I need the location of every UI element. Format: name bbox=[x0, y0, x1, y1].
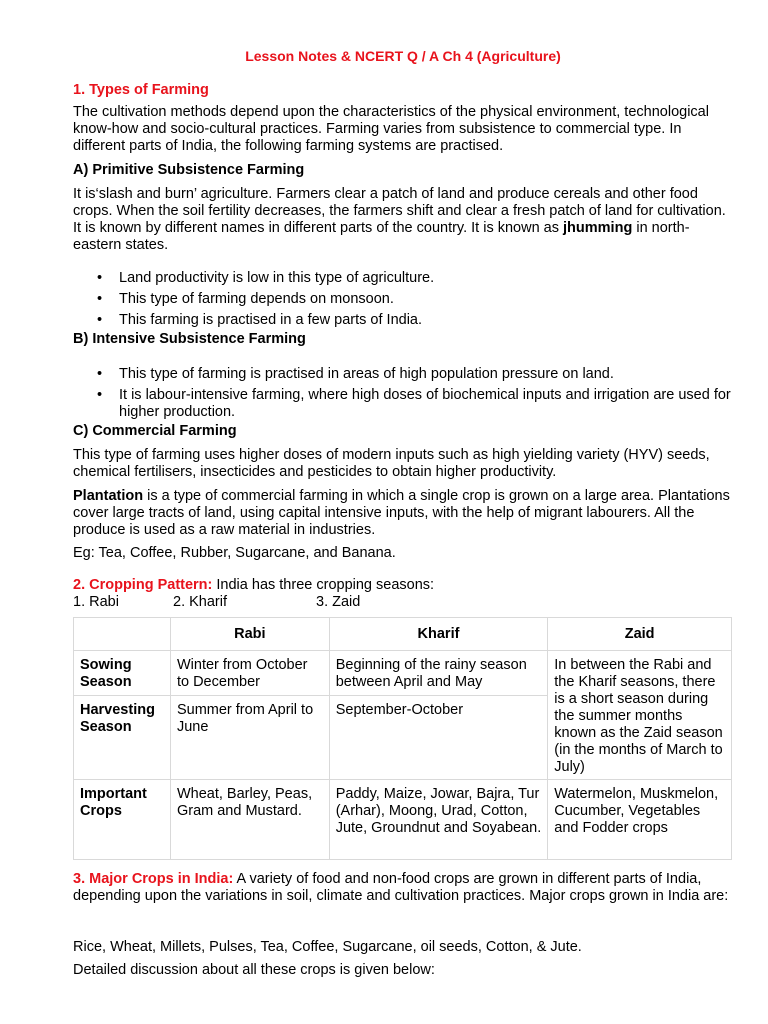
row-label-harvesting: Harvesting Season bbox=[74, 696, 171, 780]
cell-harvest-rabi: Summer from April to June bbox=[170, 696, 329, 780]
season-rabi: 1. Rabi bbox=[73, 594, 119, 610]
section-3-heading: 3. Major Crops in India: bbox=[73, 871, 234, 887]
cell-crops-kharif: Paddy, Maize, Jowar, Bajra, Tur (Arhar), Moong, Urad, Cotton, Jute, Groundnut and Soyabean. bbox=[329, 780, 548, 860]
list-item: • This farming is practised in a few parts of India. bbox=[97, 312, 423, 328]
plantation-text: Plantation is a type of commercial farming in which a single crop is grown on a large area. Plantations cover large tracts of land, using capital intensive inputs, with the help of migrant labourers. All the produce is used as a raw material in industries. bbox=[73, 488, 730, 538]
table-header-kharif: Kharif bbox=[329, 618, 548, 651]
detail-note: Detailed discussion about all these crops is given below: bbox=[73, 962, 435, 978]
intensive-bullets bbox=[73, 366, 733, 421]
cell-sowing-kharif: Beginning of the rainy season between April and May bbox=[329, 651, 548, 696]
cell-crops-rabi: Wheat, Barley, Peas, Gram and Mustard. bbox=[170, 780, 329, 860]
table-header-zaid: Zaid bbox=[548, 618, 732, 651]
section-1-heading: 1. Types of Farming bbox=[73, 82, 209, 98]
jhumming-term: jhumming bbox=[563, 220, 633, 236]
major-crops-list: Rice, Wheat, Millets, Pulses, Tea, Coffee, Sugarcane, oil seeds, Cotton, & Jute. bbox=[73, 939, 582, 955]
cell-harvest-kharif: September-October bbox=[329, 696, 548, 780]
table-row bbox=[74, 780, 732, 860]
season-zaid: 3. Zaid bbox=[316, 594, 361, 610]
cell-crops-zaid: Watermelon, Muskmelon, Cucumber, Vegetables and Fodder crops bbox=[548, 780, 732, 860]
section-2-heading: 2. Cropping Pattern: India has three cropping seasons: bbox=[73, 577, 435, 593]
table-row bbox=[74, 618, 732, 651]
cell-zaid-season: In between the Rabi and the Kharif seasons, there is a short season during the summer months known as the Zaid season (in the months of March to July) bbox=[548, 651, 732, 780]
season-kharif: 2. Kharif bbox=[173, 594, 227, 610]
list-item: • This type of farming is practised in areas of high population pressure on land. bbox=[97, 366, 614, 382]
list-item: • Land productivity is low in this type of agriculture. bbox=[97, 270, 435, 286]
section-3-text: 3. Major Crops in India: A variety of food and non-food crops are grown in different parts of India, depending upon the variations in soil, climate and cultivation practices. Major crops grown in India are: bbox=[73, 871, 729, 904]
table-header-rabi: Rabi bbox=[170, 618, 329, 651]
plantation-examples: Eg: Tea, Coffee, Rubber, Sugarcane, and Banana. bbox=[73, 545, 396, 561]
primitive-text: It is‘slash and burn’ agriculture. Farmers clear a patch of land and produce cereals and other food crops. When the soil fertility decreases, the farmers shift and clear a fresh patch of land for cultivation. It is known by different names in different parts of the country. It is known as jhumming in north-eastern states. bbox=[73, 186, 726, 253]
section-1-intro: The cultivation methods depend upon the characteristics of the physical environment, technological know-how and socio-cultural practices. Farming varies from subsistence to commercial type. In different parts of India, the following farming systems are practised. bbox=[73, 104, 709, 154]
cell-sowing-rabi: Winter from October to December bbox=[170, 651, 329, 696]
primitive-bullets bbox=[73, 270, 733, 329]
page-title: Lesson Notes & NCERT Q / A Ch 4 (Agriculture) bbox=[245, 48, 561, 64]
list-item: • It is labour-intensive farming, where high doses of biochemical inputs and irrigation are used for higher production. bbox=[97, 387, 731, 420]
subheading-primitive: A) Primitive Subsistence Farming bbox=[73, 162, 305, 178]
table-row bbox=[74, 651, 732, 696]
subheading-intensive: B) Intensive Subsistence Farming bbox=[73, 331, 306, 347]
row-label-crops: Important Crops bbox=[74, 780, 171, 860]
commercial-text: This type of farming uses higher doses of modern inputs such as high yielding variety (HYV) seeds, chemical fertilisers, insecticides and pesticides to obtain higher productivity. bbox=[73, 447, 710, 480]
subheading-commercial: C) Commercial Farming bbox=[73, 423, 237, 439]
list-item: • This type of farming depends on monsoon. bbox=[97, 291, 394, 307]
row-label-sowing: Sowing Season bbox=[74, 651, 171, 696]
table-header-blank bbox=[74, 618, 171, 651]
cropping-seasons-table bbox=[73, 617, 732, 860]
